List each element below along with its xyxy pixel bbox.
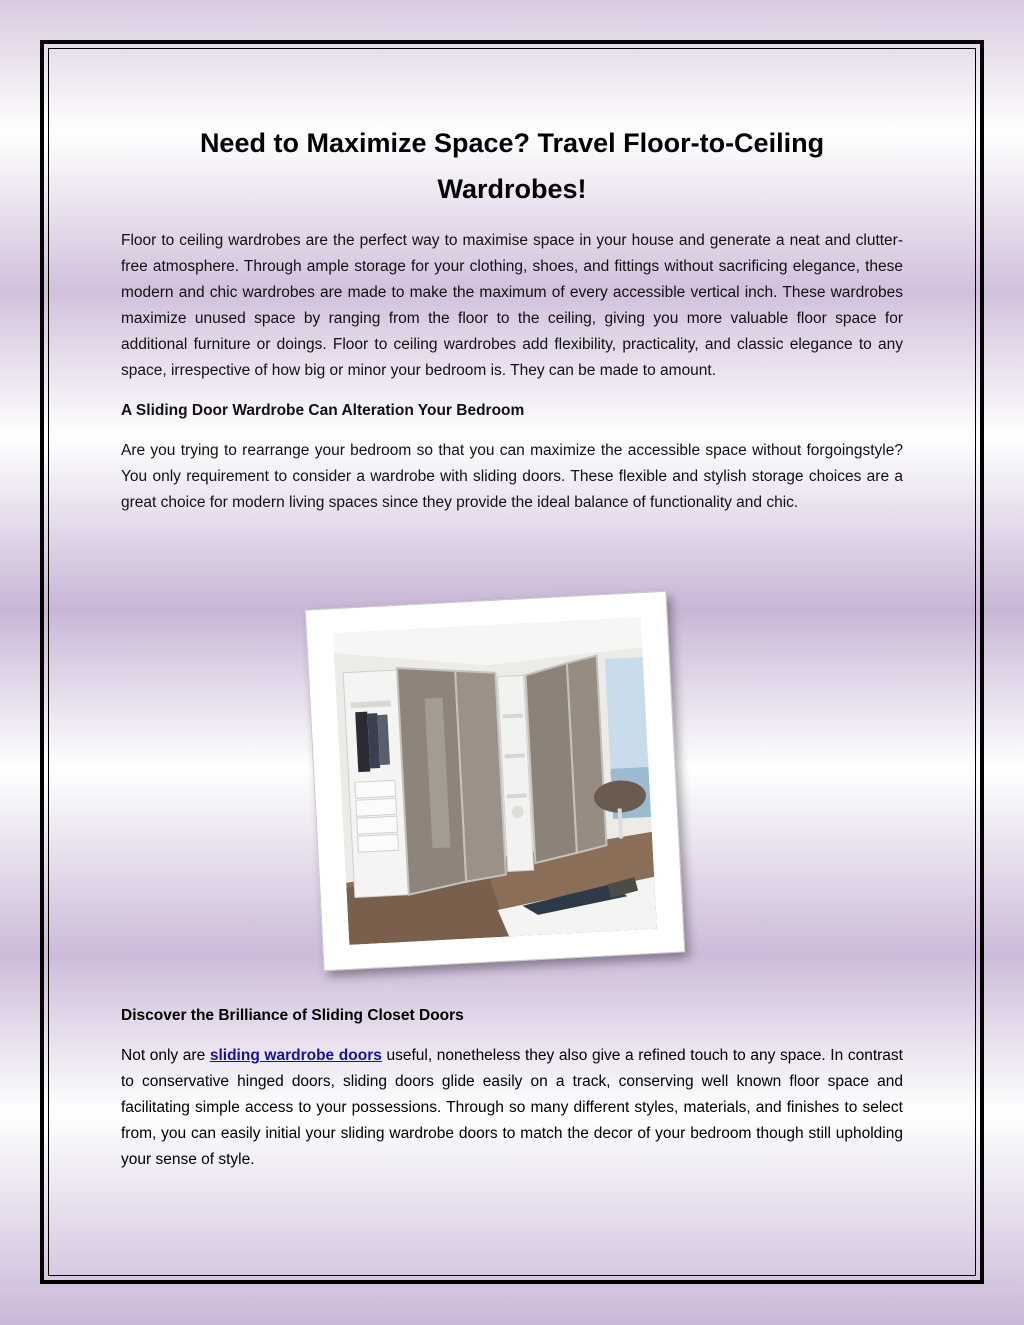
page-title: Need to Maximize Space? Travel Floor-to-Ceiling Wardrobes! [199, 128, 825, 204]
wardrobe-photo-frame [305, 591, 685, 971]
paragraph-closet-doors-end: useful, nonetheless they also give a refined touch to any space. In contrast to conservative hinged doors, sliding doors glide easily on a track, conserving well known floor space and facilitating simple access to your possessions. Through so many different styles, materials, and finishes to select from, you can easily initial your sliding wardrobe doors to match the decor of your bedroom though still upholding your sense of style. [121, 1047, 903, 1168]
wardrobe-illustration [333, 617, 657, 945]
document-body [121, 120, 903, 516]
paragraph-sliding-door: Are you trying to rearrange your bedroom so that you can maximize the accessible space without forgoingstyle? You only requirement to consider a wardrobe with sliding doors. These flexible and stylish storage choices are a great choice for modern living spaces since they provide the ideal balance of functionality and chic. [121, 442, 903, 511]
section-heading-closet-doors: Discover the Brilliance of Sliding Closet Doors [121, 1007, 464, 1024]
section-heading-sliding-door: A Sliding Door Wardrobe Can Alteration Your Bedroom [121, 402, 525, 419]
paragraph-intro: Floor to ceiling wardrobes are the perfect way to maximise space in your house and generate a neat and clutter-free atmosphere. Through ample storage for your clothing, shoes, and fittings without sacrificing elegance, these modern and chic wardrobes are made to make the maximum of every accessible vertical inch. These wardrobes maximize unused space by ranging from the floor to the ceiling, giving you more valuable floor space for additional furniture or doings. Floor to ceiling wardrobes add flexibility, practicality, and classic elegance to any space, irrespective of how big or minor your bedroom is. They can be made to amount. [121, 232, 903, 379]
sliding-wardrobe-doors-link[interactable]: sliding wardrobe doors [209, 1047, 382, 1064]
paragraph-closet-doors-start: Not only are [121, 1047, 210, 1064]
paragraph-closet-doors [121, 1043, 903, 1173]
wardrobe-photo [333, 617, 657, 945]
